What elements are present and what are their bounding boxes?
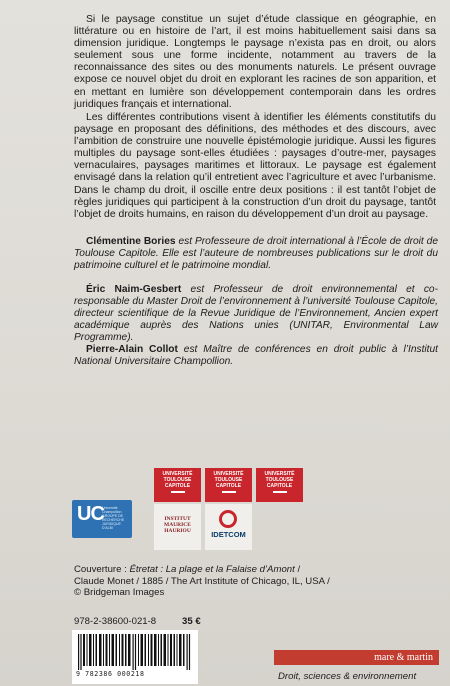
author-name: Clémentine Bories	[86, 236, 176, 247]
price: 35 €	[182, 616, 201, 627]
idetcom-logo	[205, 504, 252, 550]
idetcom-ring-icon	[219, 510, 237, 528]
barcode	[72, 630, 198, 684]
author-bio-collot	[74, 344, 438, 368]
cover-credits	[74, 564, 374, 599]
uc-logo-text: Université Champollion GROUPE DE RECHERCHE JURIDIQUE D’ALBI	[102, 506, 125, 530]
toulouse-capitole-logo-1	[154, 468, 201, 502]
univ-logo-text: UNIVERSITÉ TOULOUSE CAPITOLE	[213, 471, 244, 489]
barcode-digits: 9 782386 000218	[76, 670, 145, 678]
author-bio-naim-gesbert	[74, 284, 438, 344]
institut-maurice-hauriou-logo	[154, 504, 201, 550]
credit-copyright: © Bridgeman Images	[74, 587, 165, 599]
credit-artwork-title: Étretat : La plage et la Falaise d’Amont	[129, 564, 295, 575]
author-description: est Maître de conférences en droit public à l’Institut National Universitaire Champollion.	[74, 344, 438, 368]
intro-paragraph-2: Les différentes contributions visent à identifier les éléments constitutifs du paysage en proposant des définitions, des méthodes et des discours, avec l’ambition de construire une nouvelle épistémologie juridique. Aussi les figures multiples du paysage sont-elles étudiées : paysages d’outre-mer, paysages vernaculaires, paysages maritimes et littoraux. Le paysage est également envisagé dans la relation qu’il entretient avec l’agriculture et avec l’urbanisme. Dans le champ du droit, il oscille entre deux positions : il est tantôt l’objet de règles juridiques qui participent à la construction d’un droit du paysage, tantôt l’objet de droits humains, en raison du développement d’un droit au paysage.	[74, 112, 436, 220]
credit-prefix: Couverture :	[74, 564, 130, 575]
collection-name: Droit, sciences & environnement	[278, 671, 417, 682]
univ-logo-text: UNIVERSITÉ TOULOUSE CAPITOLE	[264, 471, 295, 489]
author-bio-bories	[74, 236, 438, 272]
isbn: 978-2-38600-021-8	[74, 616, 157, 627]
author-description: est Professeure de droit international à l’École de droit de Toulouse Capitole. Elle est l’auteure de nombreuses publications sur le droit du patrimoine culturel et le patrimoine mondial.	[74, 236, 439, 272]
idetcom-text: IDETCOM	[211, 530, 246, 539]
barcode-bars-icon	[78, 634, 192, 670]
credit-artist-line: Claude Monet / 1885 / The Art Institute of Chicago, IL, USA /	[74, 575, 330, 587]
univ-logo-text: UNIVERSITÉ TOULOUSE CAPITOLE	[162, 471, 193, 489]
publisher-logo: mare & martin	[274, 650, 439, 665]
author-name: Éric Naim-Gesbert	[86, 284, 182, 295]
author-description: est Professeur de droit environnemental et co-responsable du Master Droit de l’environnement à l’université Toulouse Capitole, directeur scientifique de la Revue Juridique de l’Environnement, Ancien expert académique auprès des Nations unies (UNITAR, Environmental Law Programme).	[74, 284, 438, 344]
intro-paragraph-1: Si le paysage constitue un sujet d’étude classique en géographie, en littérature ou en histoire de l’art, il est moins habituellement saisi dans sa dimension juridique. Longtemps le paysage n’exista pas en droit, ou alors seulement sous une forme incidente, notamment au travers de la reconnaissance des sites ou des monuments naturels. Le présent ouvrage expose ce nouvel objet du droit en explorant les racines de son apparition, et en mettant en lumière son développement contemporain dans les ordres juridiques français et international.	[74, 14, 436, 110]
toulouse-capitole-logo-3	[256, 468, 303, 502]
author-name: Pierre-Alain Collot	[86, 344, 178, 355]
emblem-icon	[222, 491, 236, 499]
credit-separator: /	[294, 564, 301, 575]
maurice-hauriou-text: INSTITUT MAURICE HAURIOU	[164, 516, 191, 534]
toulouse-capitole-logo-2	[205, 468, 252, 502]
emblem-icon	[273, 491, 287, 499]
uc-mark: UC	[77, 503, 104, 525]
emblem-icon	[171, 491, 185, 499]
champollion-logo	[72, 500, 132, 538]
